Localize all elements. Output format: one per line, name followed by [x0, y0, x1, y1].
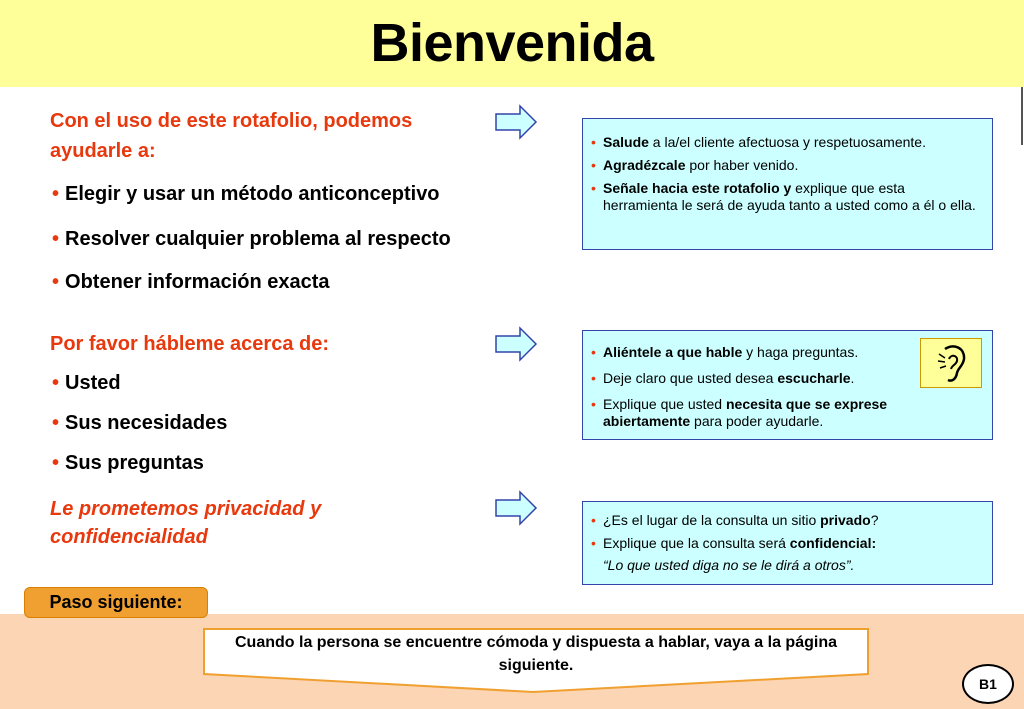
privacy-instructions-box [582, 501, 993, 585]
intro-bullet: • Resolver cualquier problema al respecto [52, 228, 451, 250]
ear-icon [920, 338, 982, 388]
instruction-item: • ¿Es el lugar de la consulta un sitio privado? [591, 512, 879, 528]
privacy-promise: Le prometemos privacidad y confidencialidad [50, 498, 322, 548]
ask-heading: Por favor hábleme acerca de: [50, 333, 330, 355]
right-arrow-icon [494, 326, 538, 362]
next-step-text: Cuando la persona se encuentre cómoda y dispuesta a hablar, vaya a la página siguiente. [235, 634, 837, 674]
intro-heading: Con el uso de este rotafolio, podemos ayudarle a: [50, 110, 413, 162]
instruction-item: • Aliéntele a que hable y haga preguntas. [591, 344, 859, 360]
intro-bullet: • Elegir y usar un método anticonceptivo [52, 183, 440, 205]
page-badge: B1 [962, 664, 1014, 704]
greeting-instructions-box [582, 118, 993, 250]
instruction-item: • Agradézcale por haber venido. [591, 157, 799, 173]
instruction-item: • Explique que usted necesita que se exprese abiertamente para poder ayudarle. [591, 396, 888, 429]
privacy-quote: “Lo que usted diga no se le dirá a otros”. [603, 557, 855, 573]
instruction-item: • Explique que la consulta será confidencial: [591, 535, 877, 551]
instruction-item: • Deje claro que usted desea escucharle. [591, 370, 855, 386]
ask-bullet: • Usted [52, 372, 121, 394]
instruction-item: • Salude a la/el cliente afectuosa y respetuosamente. [591, 134, 926, 150]
intro-bullet: • Obtener información exacta [52, 271, 330, 293]
ask-bullet: • Sus preguntas [52, 452, 204, 474]
next-step-label: Paso siguiente: [24, 587, 208, 618]
right-arrow-icon [494, 490, 538, 526]
page-title: Bienvenida [370, 13, 654, 73]
instruction-item: • Señale hacia este rotafolio y explique que esta herramienta le será de ayuda tanto a usted como a él o ella. [591, 180, 976, 213]
right-arrow-icon [494, 104, 538, 140]
right-edge-bar [1021, 87, 1023, 145]
ask-bullet: • Sus necesidades [52, 412, 228, 434]
